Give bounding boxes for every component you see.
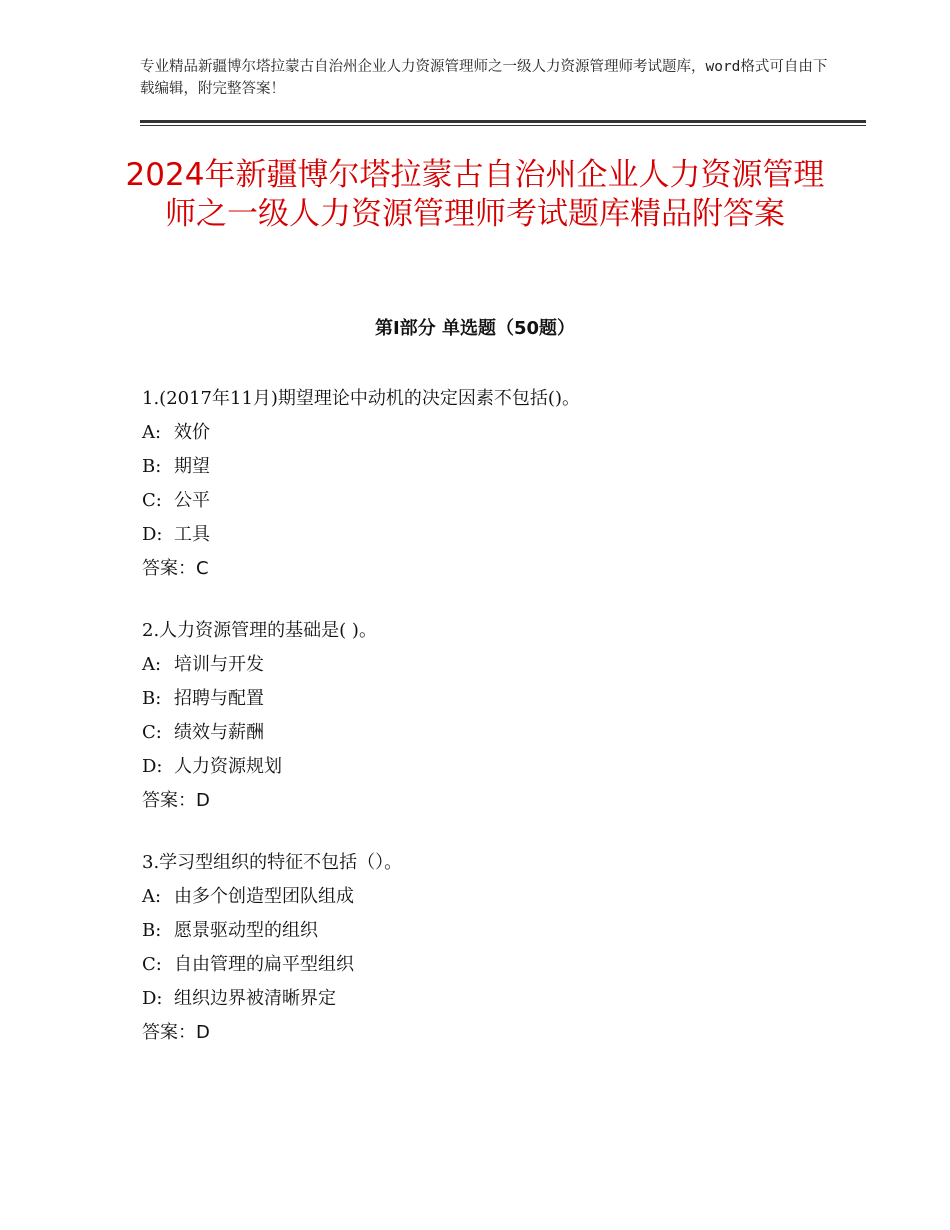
option-letter: C: [142,954,162,975]
option-letter: D: [142,988,163,1009]
option-c [142,716,842,750]
option-letter: D: [142,756,163,777]
option-text: 期望 [174,456,210,477]
option-a [142,648,842,682]
answer-value: D [196,790,210,811]
question-3 [142,846,842,1050]
option-text: 效价 [174,422,210,443]
option-b [142,450,842,484]
option-b [142,682,842,716]
document-title: 2024年新疆博尔塔拉蒙古自治州企业人力资源管理师之一级人力资源管理师考试题库精品附答案 [125,157,825,232]
answer-value: C [196,558,209,579]
option-c [142,484,842,518]
answer-line [142,784,842,818]
header-divider-thin [140,125,866,126]
option-d [142,982,842,1016]
answer-label: 答案： [142,1022,196,1043]
option-text: 人力资源规划 [174,756,282,777]
option-letter: B: [142,456,162,477]
option-letter: C: [142,722,162,743]
option-d [142,518,842,552]
option-c [142,948,842,982]
answer-line [142,1016,842,1050]
option-text: 公平 [174,490,210,511]
header-divider-thick [140,120,866,123]
option-text: 由多个创造型团队组成 [174,886,354,907]
option-text: 工具 [174,524,210,545]
option-text: 组织边界被清晰界定 [174,988,336,1009]
answer-value: D [196,1022,210,1043]
option-text: 愿景驱动型的组织 [174,920,318,941]
option-text: 绩效与薪酬 [174,722,264,743]
option-text: 招聘与配置 [174,688,264,709]
answer-label: 答案： [142,558,196,579]
option-b [142,914,842,948]
answer-label: 答案： [142,790,196,811]
option-letter: B: [142,688,162,709]
section-title: 第Ⅰ部分 单选题（50题） [374,318,575,339]
option-letter: A: [142,422,162,443]
header-note: 专业精品新疆博尔塔拉蒙古自治州企业人力资源管理师之一级人力资源管理师考试题库，word格式可自由下载编辑，附完整答案！ [140,59,828,97]
option-letter: B: [142,920,162,941]
question-2 [142,614,842,818]
option-d [142,750,842,784]
option-text: 自由管理的扁平型组织 [174,954,354,975]
option-letter: A: [142,654,162,675]
option-text: 培训与开发 [174,654,264,675]
option-letter: A: [142,886,162,907]
option-letter: D: [142,524,163,545]
question-stem: 3.学习型组织的特征不包括（）。 [142,852,403,873]
question-stem: 2.人力资源管理的基础是( )。 [142,620,377,641]
option-a [142,880,842,914]
option-a [142,416,842,450]
answer-line [142,552,842,586]
question-list [142,382,842,1078]
option-letter: C: [142,490,162,511]
question-stem: 1.(2017年11月)期望理论中动机的决定因素不包括()。 [142,388,580,409]
question-1 [142,382,842,586]
